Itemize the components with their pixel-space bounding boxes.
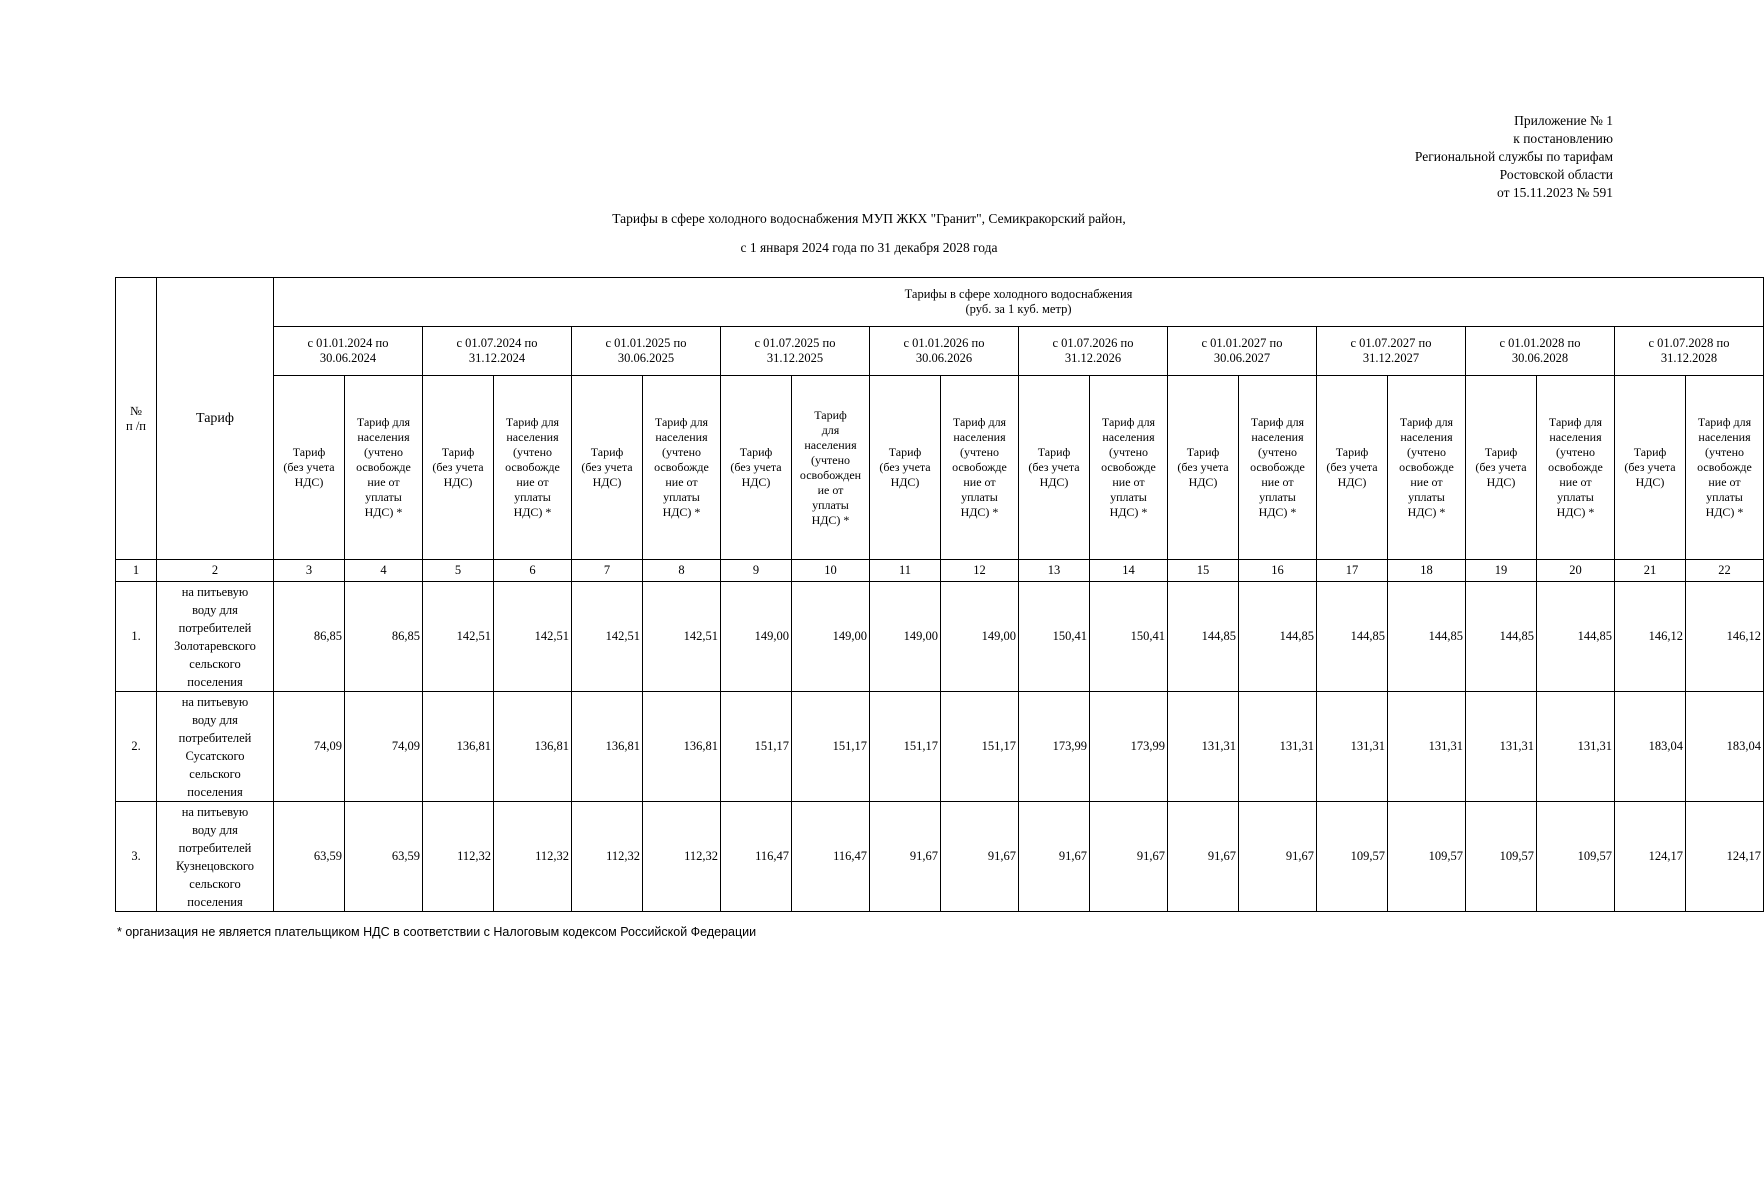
tariff-value: 91,67 — [1019, 802, 1090, 912]
column-number: 7 — [572, 560, 643, 582]
header-tariff-population: Тариф для населения (учтено освобожде ние от уплаты НДС) * — [494, 376, 572, 560]
header-tariff-population: Тариф для населения (учтено освобожде ние от уплаты НДС) * — [941, 376, 1019, 560]
column-number: 1 — [116, 560, 157, 582]
header-tariff-excl-vat: Тариф (без учета НДС) — [1019, 376, 1090, 560]
tariff-value: 146,12 — [1686, 582, 1764, 692]
header-tariff-excl-vat: Тариф (без учета НДС) — [721, 376, 792, 560]
column-number: 14 — [1090, 560, 1168, 582]
header-period: с 01.07.2026 по 31.12.2026 — [1019, 327, 1168, 376]
appendix-line: Региональной службы по тарифам — [1414, 149, 1613, 164]
row-tariff-name: на питьевую воду для потребителей Сусатского сельского поселения — [157, 692, 274, 802]
header-period: с 01.01.2027 по 30.06.2027 — [1168, 327, 1317, 376]
appendix-line: Ростовской области — [1499, 167, 1613, 182]
column-number: 19 — [1466, 560, 1537, 582]
appendix-line: от 15.11.2023 № 591 — [1497, 185, 1613, 200]
appendix-line: Приложение № 1 — [1514, 113, 1613, 128]
tariff-value: 173,99 — [1019, 692, 1090, 802]
tariff-value: 91,67 — [1090, 802, 1168, 912]
tariff-value: 144,85 — [1239, 582, 1317, 692]
tariff-value: 142,51 — [423, 582, 494, 692]
row-number: 1. — [116, 582, 157, 692]
header-tariff-population: Тариф для населения (учтено освобожде ние от уплаты НДС) * — [345, 376, 423, 560]
column-number: 12 — [941, 560, 1019, 582]
footnote: * организация не является плательщиком НДС в соответствии с Налоговым кодексом Российской Федерации — [117, 925, 757, 939]
header-tariff: Тариф — [157, 278, 274, 560]
header-tariff-excl-vat: Тариф (без учета НДС) — [1466, 376, 1537, 560]
row-tariff-name: на питьевую воду для потребителей Золотаревского сельского поселения — [157, 582, 274, 692]
column-number: 22 — [1686, 560, 1764, 582]
table-row — [116, 692, 1764, 802]
column-number: 9 — [721, 560, 792, 582]
header-tariff-excl-vat: Тариф (без учета НДС) — [572, 376, 643, 560]
tariff-value: 183,04 — [1615, 692, 1686, 802]
header-tariff-excl-vat: Тариф (без учета НДС) — [274, 376, 345, 560]
tariff-value: 131,31 — [1317, 692, 1388, 802]
column-number: 15 — [1168, 560, 1239, 582]
tariff-value: 109,57 — [1388, 802, 1466, 912]
tariff-value: 112,32 — [423, 802, 494, 912]
appendix-block — [1415, 112, 1613, 202]
header-period: с 01.07.2025 по 31.12.2025 — [721, 327, 870, 376]
table-body — [116, 582, 1764, 912]
column-number: 16 — [1239, 560, 1317, 582]
header-tariff-population: Тариф для населения (учтено освобожде ние от уплаты НДС) * — [1537, 376, 1615, 560]
header-period: с 01.01.2025 по 30.06.2025 — [572, 327, 721, 376]
tariff-value: 91,67 — [1168, 802, 1239, 912]
tariff-value: 142,51 — [643, 582, 721, 692]
tariff-value: 131,31 — [1466, 692, 1537, 802]
header-tariff-excl-vat: Тариф (без учета НДС) — [1317, 376, 1388, 560]
tariff-value: 151,17 — [721, 692, 792, 802]
tariff-value: 124,17 — [1686, 802, 1764, 912]
tariff-value: 136,81 — [423, 692, 494, 802]
header-tariff-population: Тариф для населения (учтено освобожде ние от уплаты НДС) * — [643, 376, 721, 560]
header-period: с 01.01.2024 по 30.06.2024 — [274, 327, 423, 376]
table-header-row — [116, 278, 1764, 327]
column-number: 18 — [1388, 560, 1466, 582]
row-number: 2. — [116, 692, 157, 802]
header-tariff-excl-vat: Тариф (без учета НДС) — [1615, 376, 1686, 560]
document-period: с 1 января 2024 года по 31 декабря 2028 года — [740, 240, 998, 255]
header-tariff-population: Тариф для населения (учтено освобожде ние от уплаты НДС) * — [1239, 376, 1317, 560]
tariff-value: 136,81 — [572, 692, 643, 802]
tariff-value: 131,31 — [1168, 692, 1239, 802]
tariff-value: 116,47 — [792, 802, 870, 912]
tariff-value: 144,85 — [1537, 582, 1615, 692]
column-number: 3 — [274, 560, 345, 582]
column-number: 2 — [157, 560, 274, 582]
tariff-value: 136,81 — [643, 692, 721, 802]
tariff-value: 112,32 — [494, 802, 572, 912]
tariff-value: 146,12 — [1615, 582, 1686, 692]
tariff-value: 144,85 — [1388, 582, 1466, 692]
tariff-value: 149,00 — [941, 582, 1019, 692]
column-number: 4 — [345, 560, 423, 582]
tariff-value: 63,59 — [274, 802, 345, 912]
tariff-value: 150,41 — [1019, 582, 1090, 692]
header-tariff-excl-vat: Тариф (без учета НДС) — [423, 376, 494, 560]
tariff-value: 151,17 — [792, 692, 870, 802]
tariff-value: 131,31 — [1537, 692, 1615, 802]
header-tariff-population: Тариф для населения (учтено освобожде ние от уплаты НДС) * — [1686, 376, 1764, 560]
table-row — [116, 582, 1764, 692]
header-tariff-excl-vat: Тариф (без учета НДС) — [1168, 376, 1239, 560]
tariff-value: 131,31 — [1388, 692, 1466, 802]
tariffs-table — [115, 277, 1764, 912]
column-number: 6 — [494, 560, 572, 582]
tariff-value: 149,00 — [870, 582, 941, 692]
column-number: 8 — [643, 560, 721, 582]
tariff-value: 116,47 — [721, 802, 792, 912]
column-number-row — [116, 560, 1764, 582]
tariff-value: 91,67 — [870, 802, 941, 912]
tariff-value: 109,57 — [1537, 802, 1615, 912]
header-period: с 01.07.2024 по 31.12.2024 — [423, 327, 572, 376]
header-tariff-excl-vat: Тариф (без учета НДС) — [870, 376, 941, 560]
tariff-value: 112,32 — [572, 802, 643, 912]
tariff-value: 91,67 — [941, 802, 1019, 912]
tariff-value: 151,17 — [941, 692, 1019, 802]
tariff-value: 150,41 — [1090, 582, 1168, 692]
header-tariff-population: Тариф для населения (учтено освобожден ие от уплаты НДС) * — [792, 376, 870, 560]
tariff-value: 136,81 — [494, 692, 572, 802]
subheader-row — [116, 376, 1764, 560]
tariff-value: 63,59 — [345, 802, 423, 912]
tariff-value: 149,00 — [721, 582, 792, 692]
tariff-value: 144,85 — [1168, 582, 1239, 692]
tariff-value: 86,85 — [274, 582, 345, 692]
column-number: 17 — [1317, 560, 1388, 582]
tariff-value: 142,51 — [572, 582, 643, 692]
column-number: 13 — [1019, 560, 1090, 582]
column-number: 21 — [1615, 560, 1686, 582]
tariff-value: 91,67 — [1239, 802, 1317, 912]
appendix-line: к постановлению — [1513, 131, 1613, 146]
tariff-value: 109,57 — [1466, 802, 1537, 912]
header-group-title: Тарифы в сфере холодного водоснабжения (руб. за 1 куб. метр) — [274, 278, 1764, 327]
header-tariff-population: Тариф для населения (учтено освобожде ние от уплаты НДС) * — [1090, 376, 1168, 560]
row-tariff-name: на питьевую воду для потребителей Кузнецовского сельского поселения — [157, 802, 274, 912]
tariff-value: 74,09 — [345, 692, 423, 802]
tariff-value: 131,31 — [1239, 692, 1317, 802]
column-number: 5 — [423, 560, 494, 582]
tariff-value: 144,85 — [1317, 582, 1388, 692]
document-title: Тарифы в сфере холодного водоснабжения МУП ЖКХ "Гранит", Семикракорский район, — [612, 211, 1126, 226]
column-number: 11 — [870, 560, 941, 582]
column-number: 20 — [1537, 560, 1615, 582]
tariff-value: 109,57 — [1317, 802, 1388, 912]
tariff-value: 173,99 — [1090, 692, 1168, 802]
table-row — [116, 802, 1764, 912]
header-tariff-population: Тариф для населения (учтено освобожде ние от уплаты НДС) * — [1388, 376, 1466, 560]
tariff-value: 124,17 — [1615, 802, 1686, 912]
tariff-value: 149,00 — [792, 582, 870, 692]
column-number: 10 — [792, 560, 870, 582]
header-period: с 01.07.2028 по 31.12.2028 — [1615, 327, 1764, 376]
tariff-value: 112,32 — [643, 802, 721, 912]
header-period: с 01.07.2027 по 31.12.2027 — [1317, 327, 1466, 376]
header-period: с 01.01.2028 по 30.06.2028 — [1466, 327, 1615, 376]
tariff-value: 142,51 — [494, 582, 572, 692]
tariff-value: 144,85 — [1466, 582, 1537, 692]
period-header-row — [116, 327, 1764, 376]
tariff-value: 183,04 — [1686, 692, 1764, 802]
tariff-value: 151,17 — [870, 692, 941, 802]
row-number: 3. — [116, 802, 157, 912]
tariff-value: 74,09 — [274, 692, 345, 802]
tariff-value: 86,85 — [345, 582, 423, 692]
header-period: с 01.01.2026 по 30.06.2026 — [870, 327, 1019, 376]
header-row-number: № п /п — [116, 278, 157, 560]
